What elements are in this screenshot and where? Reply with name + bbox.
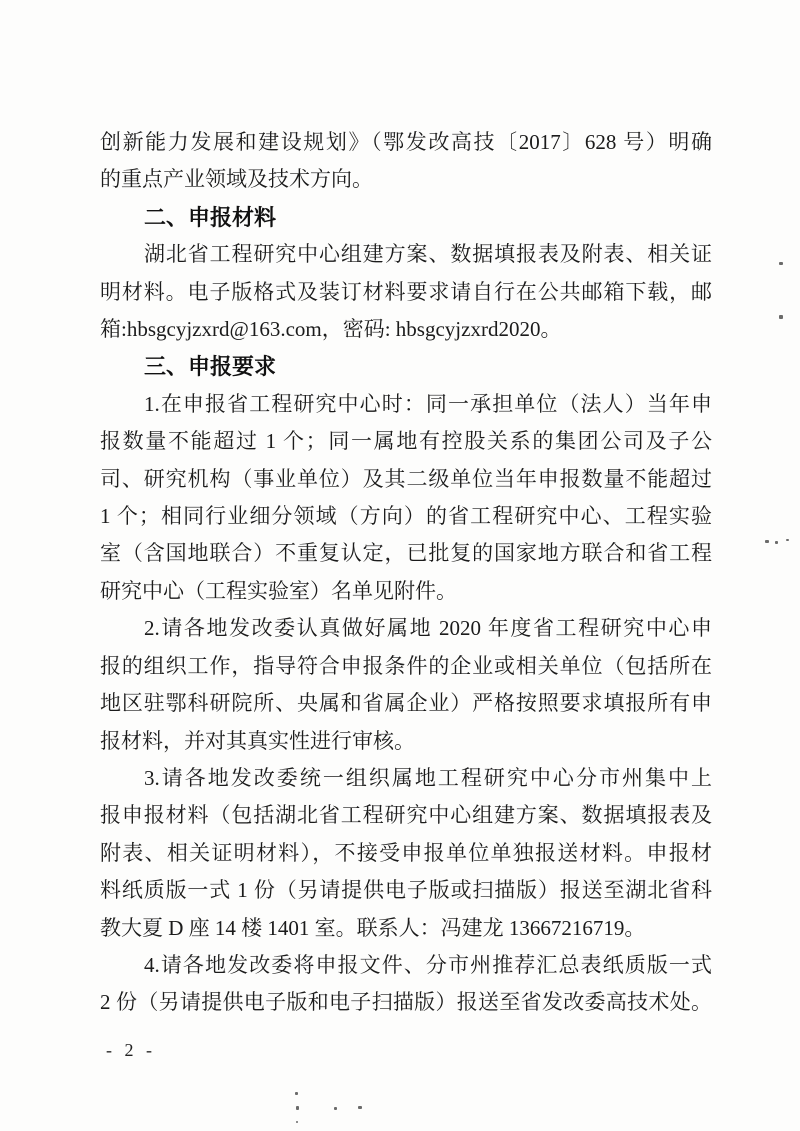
text-line: 司、研究机构（事业单位）及其二级单位当年申报数量不能超过 [100,466,712,491]
text-line: 报数量不能超过 1 个；同一属地有控股关系的集团公司及子公 [100,429,712,454]
scan-speck [296,1121,298,1123]
text-line: 料纸质版一式 1 份（另请提供电子版或扫描版）报送至湖北省科 [100,878,712,903]
scan-speck [775,541,778,544]
text-line: 研究中心（工程实验室）名单见附件。 [100,578,457,603]
text-line: 的重点产业领域及技术方向。 [100,167,373,192]
text-line: 1.在申报省工程研究中心时：同一承担单位（法人）当年申 [144,391,712,416]
scan-speck [296,1106,299,1110]
text-line: 附表、相关证明材料），不接受申报单位单独报送材料。申报材 [100,840,712,865]
text-line: 明材料。电子版格式及装订材料要求请自行在公共邮箱下载，邮 [100,279,712,304]
section-heading: 三、申报要求 [144,354,277,380]
text-line: 教大夏 D 座 14 楼 1401 室。联系人：冯建龙 13667216719。 [100,915,646,940]
text-line: 室（含国地联合）不重复认定，已批复的国家地方联合和省工程 [100,541,712,566]
scan-speck [334,1107,337,1110]
text-line: 2 份（另请提供电子版和电子扫描版）报送至省发改委高技术处。 [100,990,712,1015]
text-line: 3.请各地发改委统一组织属地工程研究中心分市州集中上 [144,765,712,790]
text-line: 箱:hbsgcyjzxrd@163.com，密码: hbsgcyjzxrd2020。 [100,317,562,342]
text-line: 湖北省工程研究中心组建方案、数据填报表及附表、相关证 [144,242,712,267]
text-line: 4.请各地发改委将申报文件、分市州推荐汇总表纸质版一式 [144,952,712,977]
text-line: 报材料，并对其真实性进行审核。 [100,728,415,753]
scan-speck [295,1092,298,1095]
scan-speck [786,539,789,541]
section-heading: 二、申报材料 [144,204,277,230]
document-body [100,124,712,1022]
text-line: 1 个；相同行业细分领域（方向）的省工程研究中心、工程实验 [100,504,712,529]
text-line: 创新能力发展和建设规划》（鄂发改高技〔2017〕628 号）明确 [100,130,712,154]
text-line: 地区驻鄂科研院所、央属和省属企业）严格按照要求填报所有申 [100,691,712,716]
scan-speck [779,315,783,319]
text-line: 报的组织工作，指导符合申报条件的企业或相关单位（包括所在 [100,653,712,678]
text-line: 报申报材料（包括湖北省工程研究中心组建方案、数据填报表及 [100,803,712,828]
scan-speck [358,1106,362,1109]
scan-speck [765,540,769,543]
scan-speck [779,262,783,265]
page-number: - 2 - [106,1040,156,1060]
text-line: 2.请各地发改委认真做好属地 2020 年度省工程研究中心申 [144,616,712,641]
